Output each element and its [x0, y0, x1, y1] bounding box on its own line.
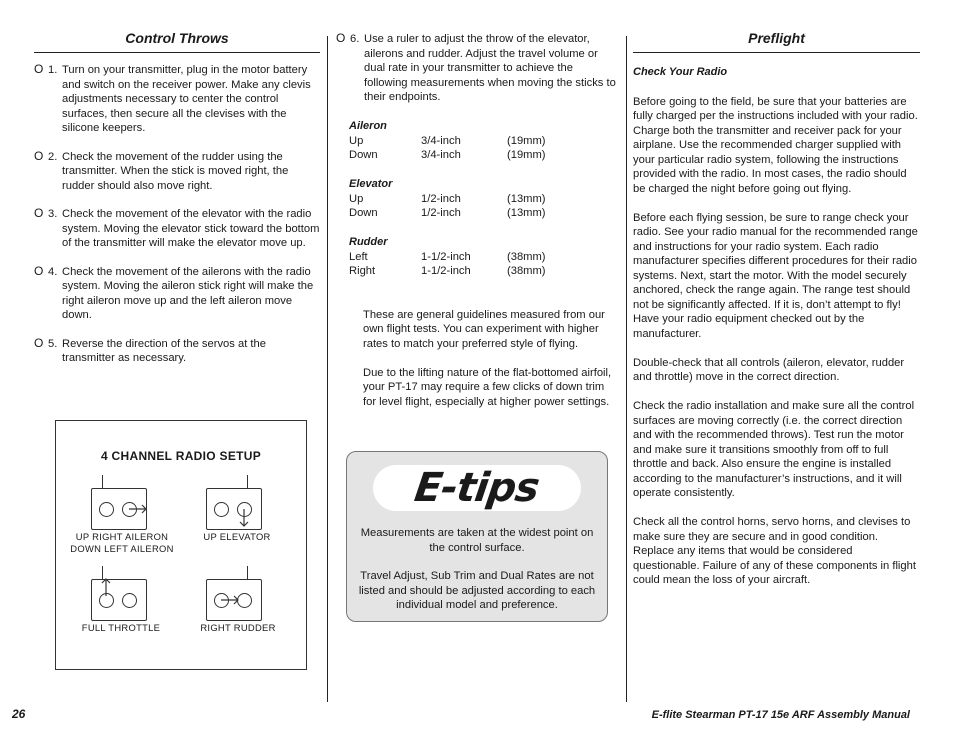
measurement-table [336, 119, 618, 279]
column-divider [626, 36, 627, 702]
measurement-row: Right 1-1/2-inch (38mm) [349, 265, 546, 277]
preflight-paragraph: Double-check that all controls (aileron, elevator, rudder and throttle) move in the correct direction. [633, 356, 905, 383]
step-3: O 3. Check the movement of the elevator with the radio system. Moving the elevator stick toward the bottom of the transmitter will make the elevator move up. [34, 206, 320, 249]
elevator-title: Elevator [349, 177, 393, 190]
preflight-heading: Preflight [633, 30, 920, 53]
preflight-paragraph: Check the radio installation and make sure all the control surfaces are moving correctly (i.e. the correct direction and with the recommended throws). Test run the motor and make sure it transitions smoothly from off to full throttle and back. Also ensure the engine is installed according to the manufacturer’s instructions, and it will operate consistently. [633, 400, 915, 499]
page-number: 26 [12, 707, 26, 721]
rudder-title: Rudder [349, 235, 388, 248]
etips-text-1: Measurements are taken at the widest point on the control surface. [360, 527, 594, 554]
diagram-title: 4 CHANNEL RADIO SETUP [100, 449, 262, 463]
measurement-row: Down 1/2-inch (13mm) [349, 207, 546, 219]
label-rudder: RIGHT RUDDER [200, 622, 276, 633]
checkbox-icon: O [336, 31, 346, 45]
check-radio-subheading: Check Your Radio [633, 66, 728, 78]
checkbox-icon: O [34, 62, 44, 76]
manual-title: E-flite Stearman PT-17 15e ARF Assembly Manual [651, 709, 910, 721]
column-divider [327, 36, 328, 702]
preflight-paragraph: Before each flying session, be sure to range check your radio. See your radio manual for the recommended range and instructions for your radio system. Each radio manufacturer specifies different procedures for their radio systems. Next, start the motor. With the model securely anchored, check the range again. The range test should not be significantly affected. If it is, don’t attempt to fly! Have your radio equipment checked out by the manufacturer. [633, 211, 918, 340]
airfoil-note: Due to the lifting nature of the flat-bottomed airfoil, your PT-17 may require a few clicks of down trim for level flight, especially at higher power settings. [363, 366, 612, 408]
label-throttle: FULL THROTTLE [81, 622, 161, 633]
arrow-right-icon [214, 593, 244, 607]
preflight-column [633, 30, 920, 602]
preflight-paragraph: Before going to the field, be sure that your batteries are fully charged per the instructions included with your radio. Charge both the transmitter and receiver pack for your airplane. Use the recommended charger supplied with your particular radio system, following the instructions provided with the radio. In most cases, the radio should be charged the night before going out flying. [633, 95, 918, 195]
transmitter-rudder-icon [206, 579, 262, 621]
arrow-up-icon [99, 576, 113, 596]
arrow-down-icon [237, 502, 251, 532]
preflight-paragraph: Check all the control horns, servo horns, and clevises to make sure they are secure and in good condition. Replace any items that would be considered questionable. Failure of any of these components in flight could mean the loss of your aircraft. [633, 516, 916, 586]
transmitter-elevator-icon [206, 488, 262, 530]
measurement-row: Down 3/4-inch (19mm) [349, 149, 546, 161]
step-5: O 5. Reverse the direction of the servos at the transmitter as necessary. [34, 335, 266, 364]
transmitter-throttle-icon [91, 579, 147, 621]
measurement-row: Left 1-1/2-inch (38mm) [349, 250, 546, 263]
checkbox-icon: O [34, 206, 44, 220]
etips-box [346, 451, 608, 622]
control-throws-heading: Control Throws [34, 30, 320, 53]
aileron-title: Aileron [349, 119, 387, 132]
radio-setup-diagram [55, 420, 307, 670]
label-aileron: UP RIGHT AILERON DOWN LEFT AILERON [70, 531, 174, 554]
transmitter-aileron-icon [91, 488, 147, 530]
step-6: O 6. Use a ruler to adjust the throw of the elevator, ailerons and rudder. Adjust the travel volume or dual rate in your transmitter to achieve the following measurements when moving the sticks to their endpoints. [336, 31, 616, 103]
notes [336, 308, 618, 410]
etips-logo: E-tips [373, 465, 581, 511]
measurement-row: Up 3/4-inch (19mm) [349, 134, 546, 147]
measurements-column [336, 32, 618, 424]
measurement-row: Up 1/2-inch (13mm) [349, 192, 546, 205]
guidelines-note: These are general guidelines measured from our own flight tests. You can experiment with higher rates to match your preferred style of flying. [363, 308, 605, 350]
checkbox-icon: O [34, 148, 44, 163]
label-elevator: UP ELEVATOR [203, 531, 271, 542]
checkbox-icon: O [34, 263, 44, 278]
control-throws-column [34, 30, 320, 380]
step-1: O 1. Turn on your transmitter, plug in the motor battery and switch on the receiver power. Make any clevis adjustments necessary to center the control surfaces, then secure all the clevises with the silicone keepers. [34, 62, 311, 134]
checkbox-icon: O [34, 335, 44, 350]
arrow-right-icon [122, 502, 152, 516]
etips-text-2: Travel Adjust, Sub Trim and Dual Rates are not listed and should be adjusted according to each individual model and preference. [358, 570, 596, 611]
step-2: O 2. Check the movement of the rudder using the transmitter. When the stick is moved right, the rudder should also move right. [34, 148, 289, 192]
step-4: O 4. Check the movement of the ailerons with the radio system. Moving the aileron stick right will make the right aileron move up and the left aileron move down. [34, 263, 314, 321]
